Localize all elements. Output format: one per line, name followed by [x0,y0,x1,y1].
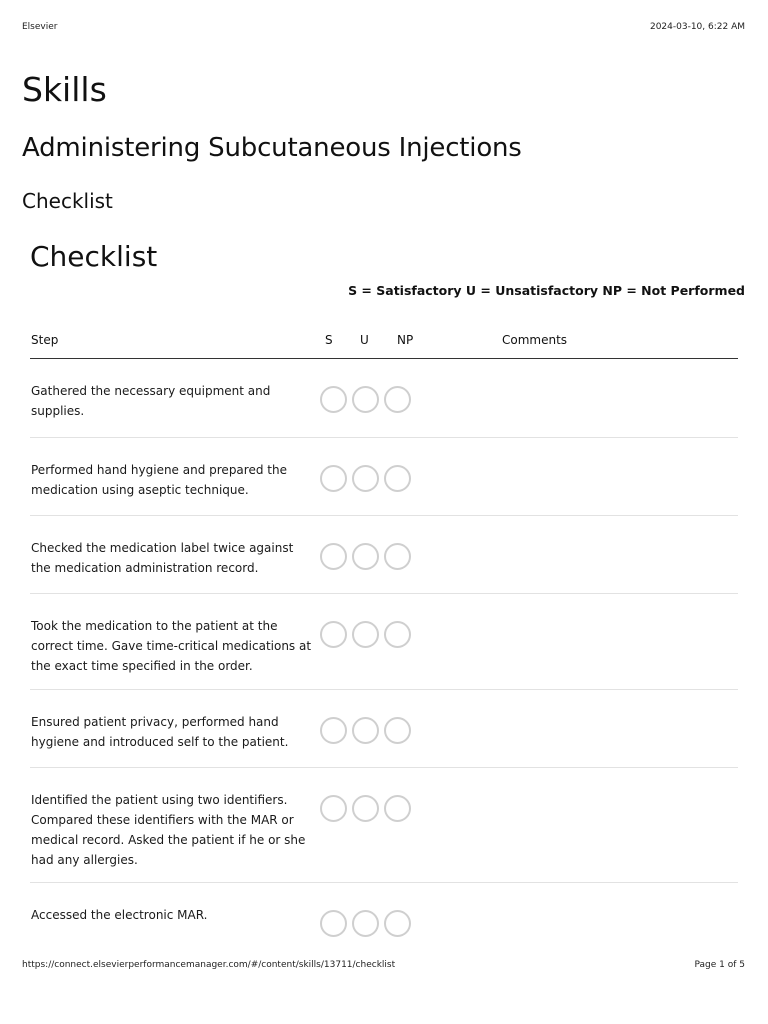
table-row [30,768,738,883]
radio-unsatisfactory[interactable] [352,465,379,492]
page-title: Skills [22,70,107,109]
radio-satisfactory[interactable] [320,386,347,413]
footer-url: https://connect.elsevierperformancemanager.com/#/content/skills/13711/checklist [22,960,396,970]
step-text: Gathered the necessary equipment and supplies. [31,384,271,418]
table-row [30,690,738,768]
radio-satisfactory[interactable] [320,795,347,822]
skill-title: Administering Subcutaneous Injections [22,133,522,163]
skill-subtitle: Checklist [22,189,113,213]
column-header-np: NP [397,333,414,347]
step-text: Accessed the electronic MAR. [31,908,208,922]
rating-group [320,795,411,822]
step-text: Took the medication to the patient at the correct time. Gave time-critical medications at the exact time specified in the order. [31,619,312,673]
table-row [30,359,738,438]
radio-satisfactory[interactable] [320,717,347,744]
rating-group [320,910,411,937]
checklist-table [30,324,738,953]
rating-group [320,386,411,413]
column-header-u: U [360,333,369,347]
radio-satisfactory[interactable] [320,910,347,937]
step-text: Performed hand hygiene and prepared the medication using aseptic technique. [31,463,287,497]
radio-not-performed[interactable] [384,543,411,570]
radio-unsatisfactory[interactable] [352,910,379,937]
radio-unsatisfactory[interactable] [352,795,379,822]
header-source: Elsevier [22,22,58,32]
radio-not-performed[interactable] [384,465,411,492]
table-row [30,594,738,690]
column-header-s: S [325,333,333,347]
radio-satisfactory[interactable] [320,543,347,570]
rating-group [320,621,411,648]
radio-not-performed[interactable] [384,717,411,744]
step-text: Identified the patient using two identifiers. Compared these identifiers with the MAR or medical record. Asked the patient if he or she had any allergies. [31,793,306,867]
rating-group [320,465,411,492]
radio-not-performed[interactable] [384,621,411,648]
table-row [30,883,738,953]
radio-unsatisfactory[interactable] [352,717,379,744]
header-timestamp: 2024-03-10, 6:22 AM [649,22,745,32]
radio-unsatisfactory[interactable] [352,621,379,648]
rating-group [320,543,411,570]
radio-satisfactory[interactable] [320,465,347,492]
radio-not-performed[interactable] [384,910,411,937]
section-title: Checklist [30,240,158,273]
radio-unsatisfactory[interactable] [352,543,379,570]
radio-satisfactory[interactable] [320,621,347,648]
radio-not-performed[interactable] [384,386,411,413]
rating-legend: S = Satisfactory U = Unsatisfactory NP = Not Performed [348,283,745,298]
footer-page-number: Page 1 of 5 [694,960,745,970]
column-header-comments: Comments [502,333,568,347]
radio-unsatisfactory[interactable] [352,386,379,413]
step-text: Ensured patient privacy, performed hand hygiene and introduced self to the patient. [31,715,289,749]
table-row [30,516,738,594]
step-text: Checked the medication label twice against the medication administration record. [31,541,294,575]
radio-not-performed[interactable] [384,795,411,822]
table-row [30,438,738,516]
column-header-step: Step [31,333,59,347]
rating-group [320,717,411,744]
table-header [30,324,738,359]
